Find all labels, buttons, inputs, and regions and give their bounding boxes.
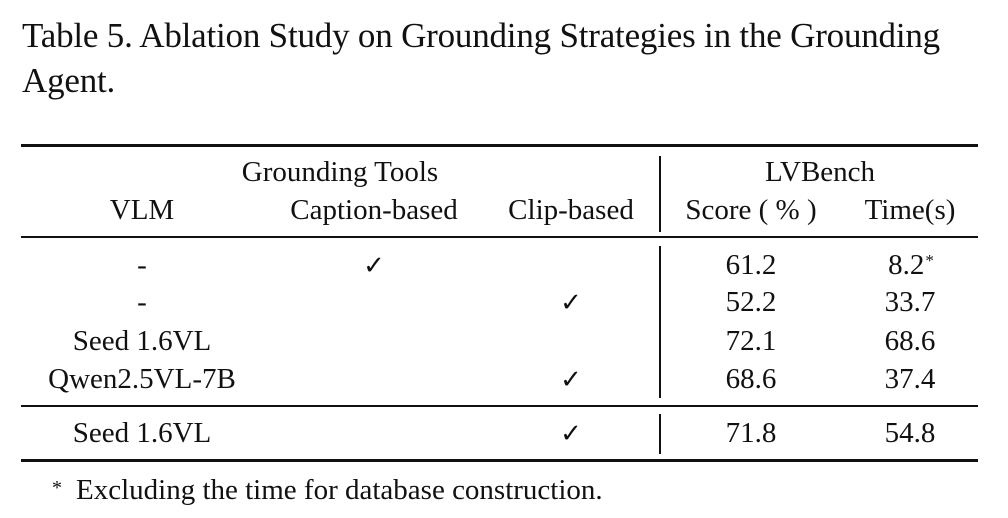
cell-score: 68.6 — [725, 363, 777, 395]
caption-line-2: Agent. — [22, 61, 116, 100]
table-footnote — [52, 470, 603, 510]
cell-time: 33.7 — [884, 286, 936, 318]
cell-score: 52.2 — [725, 286, 777, 318]
column-divider-header — [659, 156, 661, 232]
header-score: Score ( % ) — [685, 194, 817, 226]
cell-vlm: Seed 1.6VL — [72, 325, 212, 357]
cell-vlm: Seed 1.6VL — [72, 417, 212, 449]
cell-score: 71.8 — [725, 417, 777, 449]
check-mark-icon: ✓ — [363, 251, 385, 281]
cell-vlm: Qwen2.5VL-7B — [48, 363, 236, 395]
header-lvbench: LVBench — [764, 156, 876, 188]
column-divider-body — [659, 246, 661, 398]
table-caption — [22, 13, 992, 103]
footnote-asterisk: * — [52, 477, 62, 499]
table-header-rule — [21, 236, 978, 238]
header-time: Time(s) — [864, 194, 956, 226]
cell-vlm: - — [137, 286, 147, 318]
column-divider-final — [659, 414, 661, 454]
cell-time-value: 8.2 — [888, 249, 925, 281]
cell-score: 72.1 — [725, 325, 777, 357]
cell-time — [888, 248, 934, 282]
header-vlm: VLM — [109, 194, 175, 226]
header-caption-based: Caption-based — [290, 194, 458, 226]
cell-vlm: - — [137, 249, 147, 281]
check-mark-icon: ✓ — [560, 419, 582, 449]
footnote-text: Excluding the time for database construction. — [76, 474, 603, 506]
table-top-rule — [21, 144, 978, 147]
check-mark-icon: ✓ — [560, 365, 582, 395]
check-mark-icon: ✓ — [560, 288, 582, 318]
table-bottom-rule — [21, 459, 978, 462]
cell-time: 54.8 — [884, 417, 936, 449]
cell-time: 37.4 — [884, 363, 936, 395]
cell-time: 68.6 — [884, 325, 936, 357]
cell-score: 61.2 — [725, 249, 777, 281]
header-grounding-tools: Grounding Tools — [241, 156, 439, 188]
footnote-marker: * — [925, 251, 934, 270]
header-clip-based: Clip-based — [508, 194, 634, 226]
caption-line-1: Table 5. Ablation Study on Grounding Strategies in the Grounding — [22, 16, 940, 55]
table-section-rule — [21, 405, 978, 407]
